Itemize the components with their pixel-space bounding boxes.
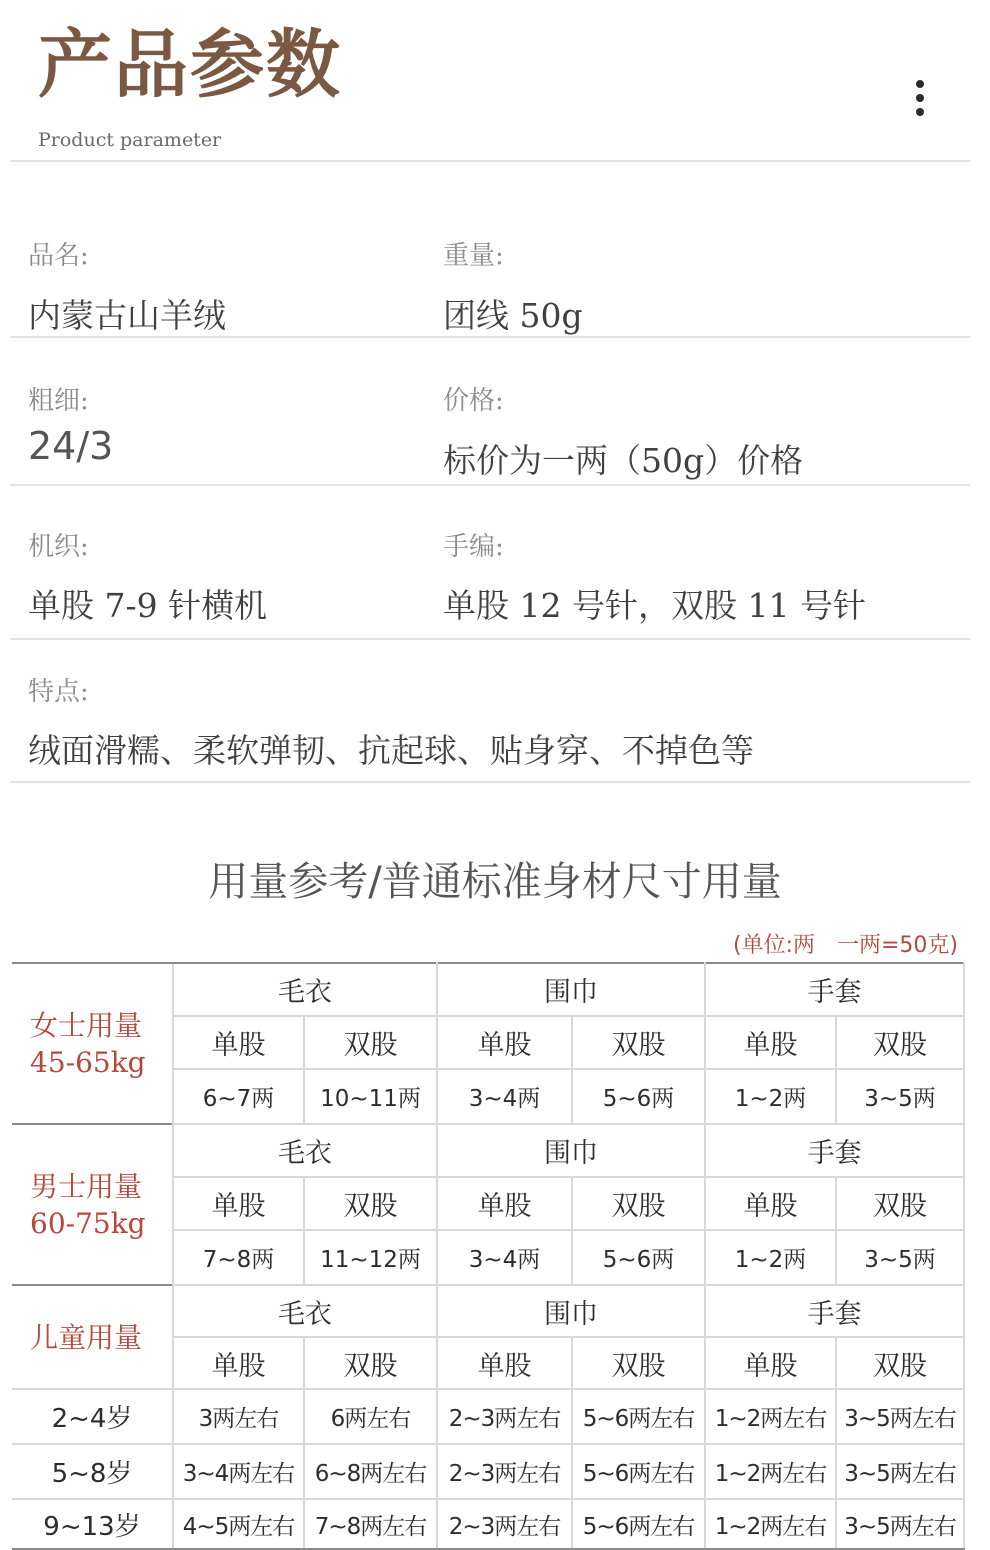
group-sweater: 毛衣: [173, 963, 437, 1016]
table-row: [12, 1499, 964, 1549]
age-label: 9~13岁: [12, 1499, 173, 1549]
usage-value: 2~3两左右: [437, 1444, 572, 1499]
usage-title: 用量参考/普通标准身材尺寸用量: [208, 859, 782, 905]
table-row: [12, 1285, 964, 1337]
usage-value: 5~6两左右: [572, 1444, 705, 1499]
thickness-value: 24/3: [28, 424, 114, 468]
usage-value: 10~11两: [304, 1069, 437, 1124]
usage-value: 11~12两: [304, 1230, 437, 1285]
strand-single: 单股: [437, 1016, 572, 1069]
hand-label: 手编:: [443, 532, 504, 562]
women-weight: 45-65kg: [30, 1045, 146, 1079]
usage-value: 2~3两左右: [437, 1389, 572, 1444]
price-label: 价格:: [443, 386, 504, 416]
divider: [10, 484, 970, 486]
group-gloves: 手套: [705, 1124, 964, 1177]
group-scarf: 围巾: [437, 1285, 705, 1337]
strand-double: 双股: [304, 1016, 437, 1069]
feature-label: 特点:: [28, 677, 89, 707]
usage-value: 3~4两: [437, 1069, 572, 1124]
group-gloves: 手套: [705, 963, 964, 1016]
usage-value: 1~2两左右: [705, 1499, 836, 1549]
usage-value: 6~7两: [173, 1069, 304, 1124]
strand-double: 双股: [304, 1177, 437, 1230]
table-row: [12, 1389, 964, 1444]
usage-value: 7~8两左右: [304, 1499, 437, 1549]
strand-single: 单股: [705, 1337, 836, 1389]
feature-value: 绒面滑糯、柔软弹韧、抗起球、贴身穿、不掉色等: [28, 731, 754, 770]
group-sweater: 毛衣: [173, 1285, 437, 1337]
usage-value: 5~6两左右: [572, 1389, 705, 1444]
thickness-label: 粗细:: [28, 386, 89, 416]
usage-value: 1~2两: [705, 1069, 836, 1124]
strand-single: 单股: [173, 1337, 304, 1389]
unit-note: (单位:两 一两=50克): [732, 933, 958, 958]
group-scarf: 围巾: [437, 963, 705, 1016]
usage-value: 3~4两左右: [173, 1444, 304, 1499]
divider: [10, 336, 970, 338]
children-label: 儿童用量: [12, 1285, 173, 1389]
usage-value: 3~5两左右: [836, 1389, 964, 1444]
strand-double: 双股: [572, 1016, 705, 1069]
strand-double: 双股: [836, 1016, 964, 1069]
divider: [10, 638, 970, 640]
women-label-cell: [12, 963, 173, 1124]
age-label: 2~4岁: [12, 1389, 173, 1444]
name-value: 内蒙古山羊绒: [28, 296, 226, 335]
machine-label: 机织:: [28, 532, 89, 562]
divider: [10, 781, 970, 783]
hand-value: 单股 12 号针，双股 11 号针: [443, 586, 866, 625]
strand-single: 单股: [173, 1016, 304, 1069]
group-scarf: 围巾: [437, 1124, 705, 1177]
usage-value: 1~2两: [705, 1230, 836, 1285]
strand-double: 双股: [836, 1337, 964, 1389]
usage-value: 3两左右: [173, 1389, 304, 1444]
usage-value: 2~3两左右: [437, 1499, 572, 1549]
more-vertical-icon[interactable]: [908, 80, 932, 120]
usage-value: 5~6两左右: [572, 1499, 705, 1549]
table-row: [12, 1124, 964, 1177]
weight-value: 团线 50g: [443, 296, 583, 335]
usage-value: 3~5两左右: [836, 1499, 964, 1549]
strand-double: 双股: [572, 1177, 705, 1230]
usage-value: 3~5两左右: [836, 1444, 964, 1499]
group-sweater: 毛衣: [173, 1124, 437, 1177]
usage-value: 3~5两: [836, 1069, 964, 1124]
usage-table: [12, 962, 965, 1550]
usage-value: 5~6两: [572, 1230, 705, 1285]
usage-value: 5~6两: [572, 1069, 705, 1124]
table-row: [12, 963, 964, 1016]
weight-label: 重量:: [443, 241, 504, 271]
men-label-cell: [12, 1124, 173, 1285]
strand-double: 双股: [572, 1337, 705, 1389]
usage-value: 3~4两: [437, 1230, 572, 1285]
page-title: 产品参数: [38, 22, 342, 108]
usage-value: 6两左右: [304, 1389, 437, 1444]
age-label: 5~8岁: [12, 1444, 173, 1499]
usage-value: 4~5两左右: [173, 1499, 304, 1549]
divider: [10, 160, 970, 162]
usage-value: 6~8两左右: [304, 1444, 437, 1499]
men-weight: 60-75kg: [30, 1206, 146, 1240]
strand-single: 单股: [705, 1177, 836, 1230]
usage-value: 7~8两: [173, 1230, 304, 1285]
strand-single: 单股: [173, 1177, 304, 1230]
machine-value: 单股 7-9 针横机: [28, 586, 268, 625]
strand-double: 双股: [304, 1337, 437, 1389]
usage-value: 1~2两左右: [705, 1444, 836, 1499]
strand-single: 单股: [437, 1337, 572, 1389]
name-label: 品名:: [28, 241, 89, 271]
strand-double: 双股: [836, 1177, 964, 1230]
page-header: [0, 0, 990, 165]
usage-value: 3~5两: [836, 1230, 964, 1285]
price-value: 标价为一两（50g）价格: [443, 441, 804, 480]
table-row: [12, 1444, 964, 1499]
group-gloves: 手套: [705, 1285, 964, 1337]
usage-value: 1~2两左右: [705, 1389, 836, 1444]
strand-single: 单股: [705, 1016, 836, 1069]
men-label: 男士用量: [30, 1169, 143, 1203]
women-label: 女士用量: [30, 1008, 143, 1042]
strand-single: 单股: [437, 1177, 572, 1230]
page-subtitle: Product parameter: [38, 129, 222, 151]
